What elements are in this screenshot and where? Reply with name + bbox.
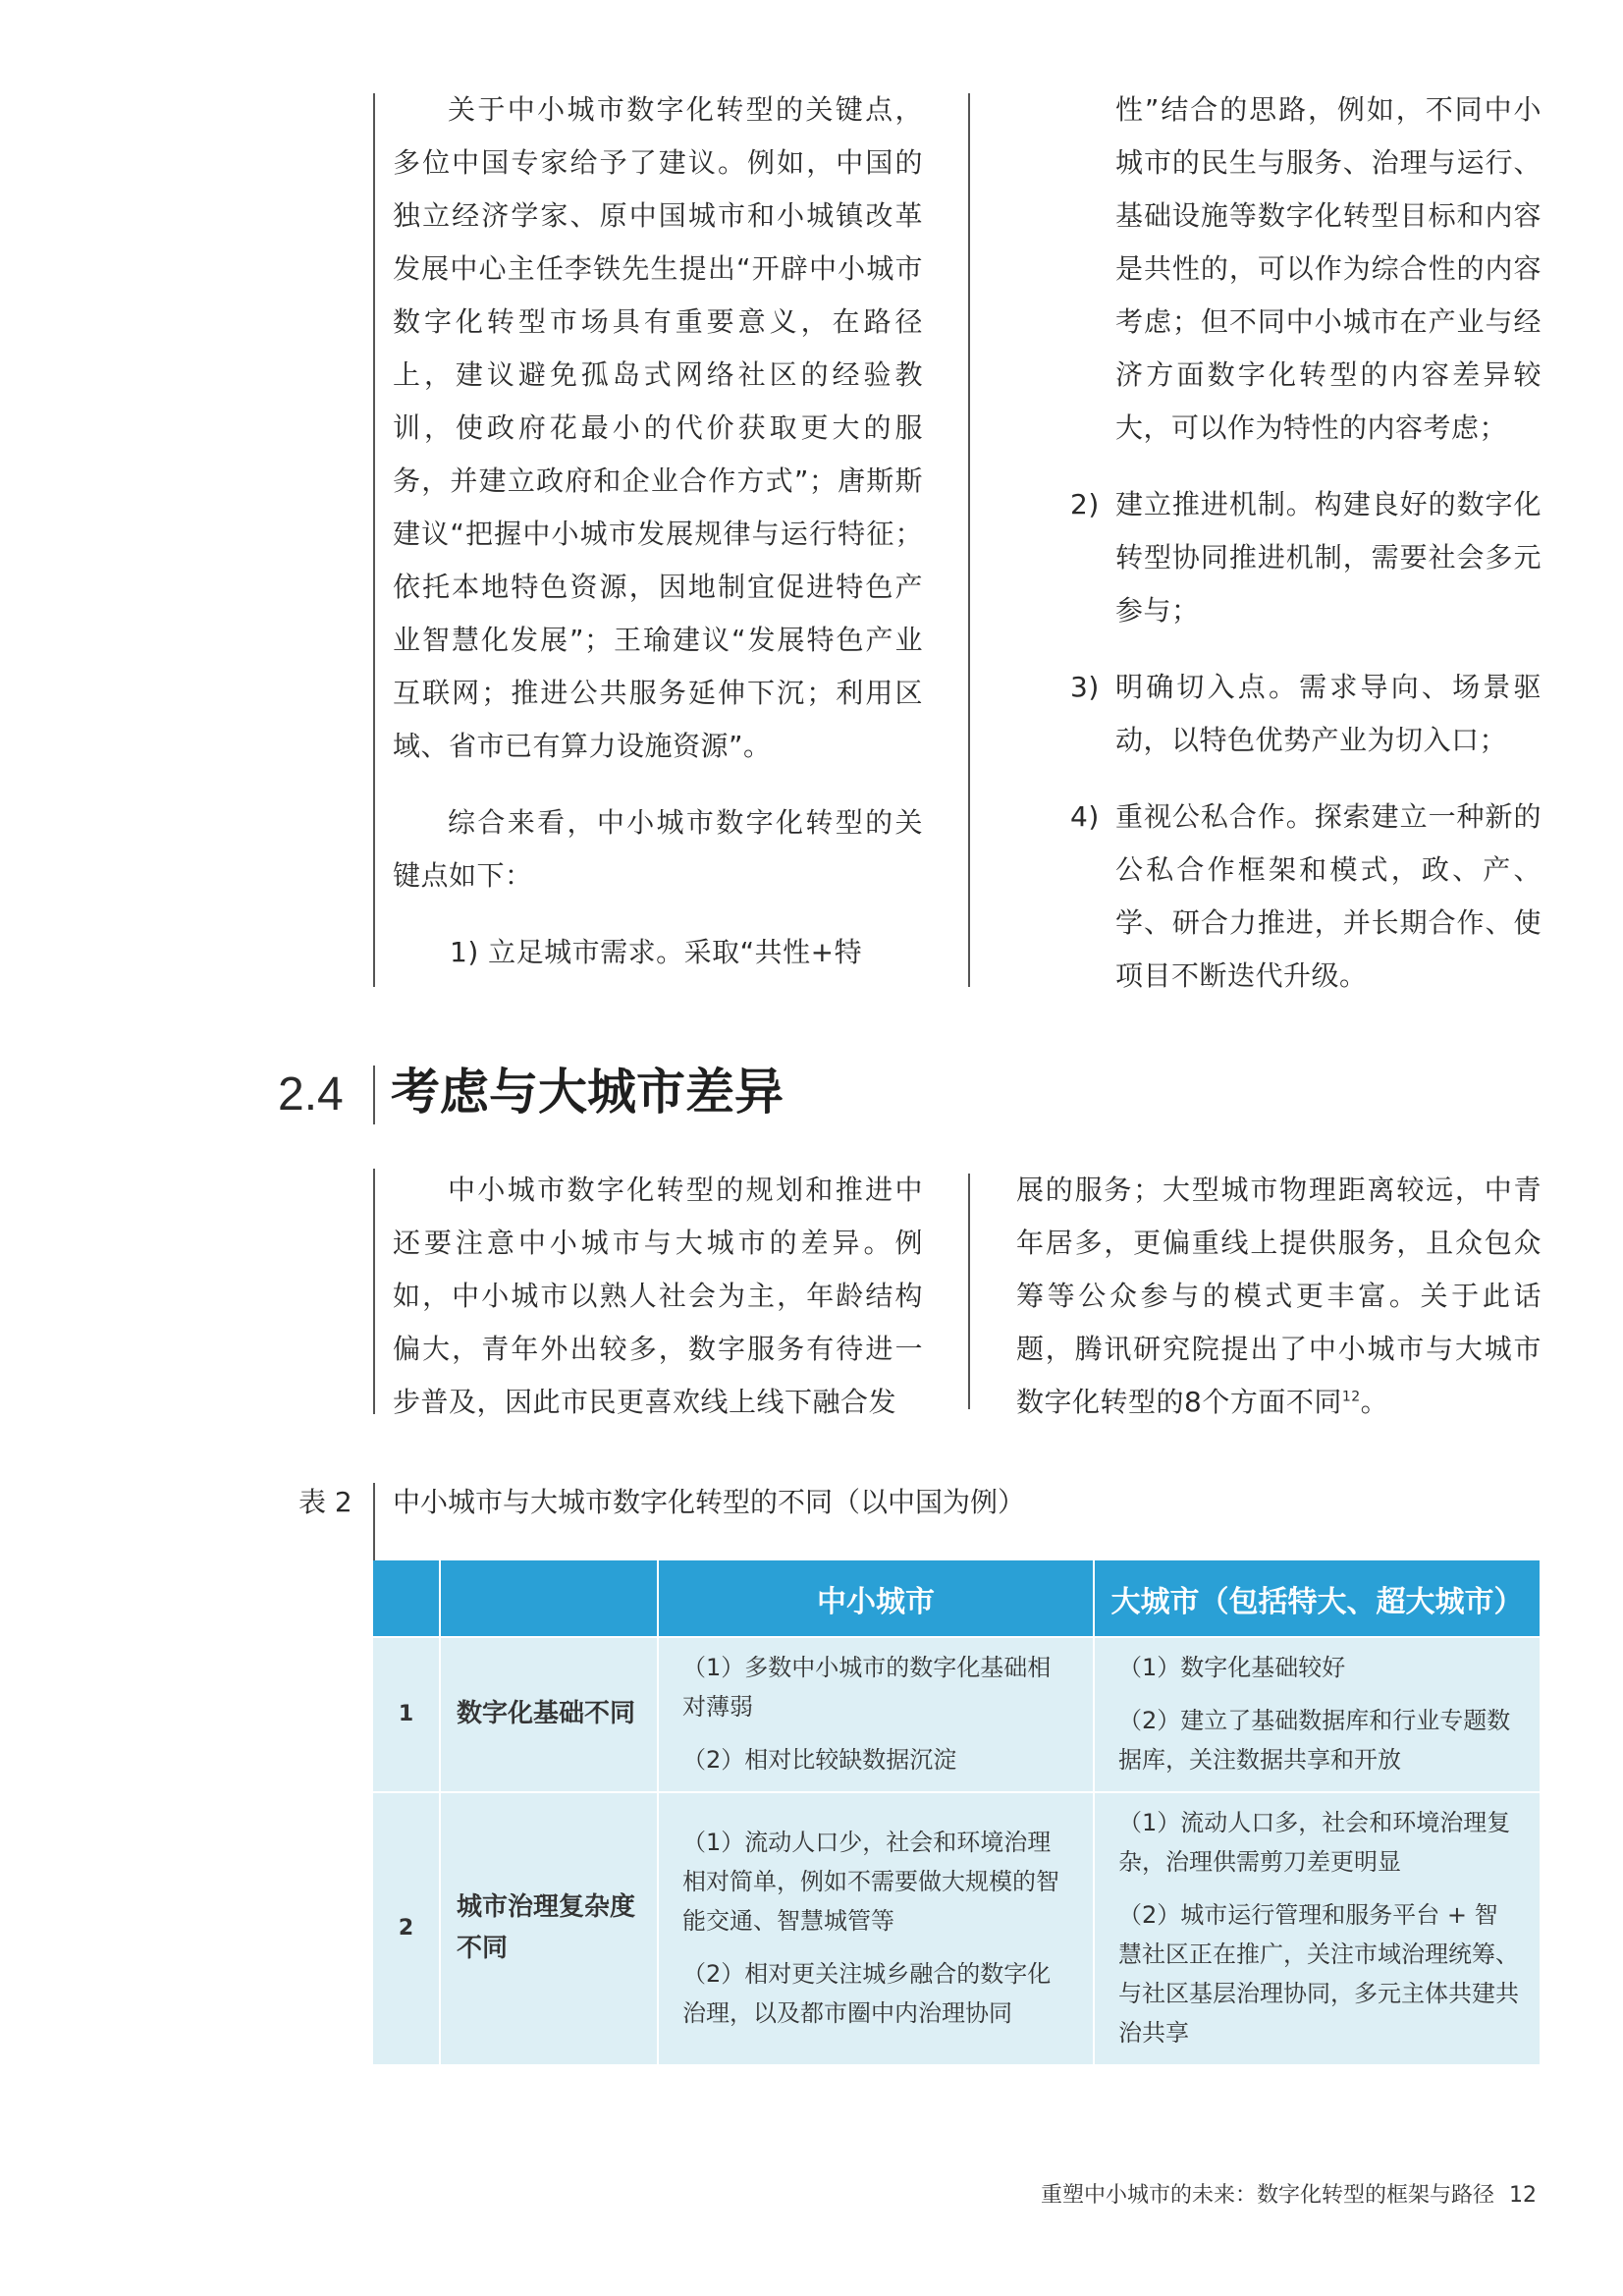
paragraph-end: 。 <box>1360 1386 1389 1418</box>
header-index <box>373 1560 440 1637</box>
cell-point: （1）流动人口多，社会和环境治理复杂，治理供需剪刀差更明显 <box>1118 1809 1511 1876</box>
row-index: 1 <box>373 1637 440 1792</box>
cell-point: （2）建立了基础数据库和行业专题数据库，关注数据共享和开放 <box>1118 1707 1511 1774</box>
table-row <box>373 1637 1540 1792</box>
list-item-2 <box>1070 478 1542 637</box>
page-number: 12 <box>1509 2183 1537 2208</box>
header-small-cities: 中小城市 <box>658 1560 1094 1637</box>
cell-point: （1）流动人口少，社会和环境治理相对简单，例如不需要做大规模的智能交通、智慧城管等 <box>682 1829 1059 1935</box>
list-text: 重视公私合作。探索建立一种新的公私合作框架和模式，政、产、学、研合力推进，并长期合作、使项目不断迭代升级。 <box>1115 800 1542 992</box>
body-paragraph: 中小城市数字化转型的规划和推进中还要注意中小城市与大城市的差异。例如，中小城市以熟人社会为主，年龄结构偏大，青年外出较多，数字服务有待进一步普及，因此市民更喜欢线上线下融合发 <box>393 1174 923 1418</box>
list-item-3 <box>1070 661 1542 767</box>
section-title-rule <box>373 1066 375 1124</box>
list-number: 1) <box>450 936 479 968</box>
list-item-1 <box>393 926 923 979</box>
top-left-column <box>393 83 923 979</box>
left-margin-rule-mid <box>373 1169 375 1414</box>
left-margin-rule-top <box>373 93 375 987</box>
footer-title: 重塑中小城市的未来：数字化转型的框架与路径 <box>1040 2183 1494 2208</box>
cell-point: （2）相对比较缺数据沉淀 <box>682 1746 957 1774</box>
list-number: 3) <box>1070 671 1100 703</box>
comparison-table <box>373 1560 1540 2064</box>
list-text: 明确切入点。需求导向、场景驱动，以特色优势产业为切入口； <box>1115 671 1542 756</box>
cell-small-cities <box>658 1792 1094 2064</box>
top-right-column <box>1070 83 1542 1003</box>
body-paragraph: 关于中小城市数字化转型的关键点，多位中国专家给予了建议。例如，中国的独立经济学家、原中国城市和小城镇改革发展中心主任李铁先生提出“开辟中小城市数字化转型市场具有重要意义，在路径上，建议避免孤岛式网络社区的经验教训，使政府花最小的代价获取更大的服务，并建立政府和企业合作方式”；唐斯斯建议“把握中小城市发展规律与运行特征；依托本地特色资源，因地制宜促进特色产业智慧化发展”；王瑜建议“发展特色产业互联网；推进公共服务延伸下沉；利用区域、省市已有算力设施资源”。 <box>393 93 923 762</box>
table-header-row <box>373 1560 1540 1637</box>
row-index: 2 <box>373 1792 440 2064</box>
cell-point: （2）城市运行管理和服务平台 + 智慧社区正在推广，关注市域治理统筹、与社区基层治理协同，多元主体共建共治共享 <box>1118 1901 1519 2047</box>
list-text: 建立推进机制。构建良好的数字化转型协同推进机制，需要社会多元参与； <box>1115 488 1542 627</box>
paragraph-text: 展的服务；大型城市物理距离较远，中青年居多，更偏重线上提供服务，且众包众筹等公众参与的模式更丰富。关于此话题，腾讯研究院提出了中小城市与大城市数字化转型的8个方面不同 <box>1016 1174 1542 1418</box>
cell-point: （1）多数中小城市的数字化基础相对薄弱 <box>682 1654 1052 1721</box>
row-category: 城市治理复杂度不同 <box>440 1792 658 2064</box>
cell-large-cities <box>1094 1792 1540 2064</box>
section-number: 2.4 <box>278 1068 344 1121</box>
body-paragraph <box>1016 1164 1542 1429</box>
list-number: 2) <box>1070 488 1100 520</box>
cell-small-cities <box>658 1637 1094 1792</box>
cell-point: （1）数字化基础较好 <box>1118 1654 1346 1681</box>
body-paragraph: 综合来看，中小城市数字化转型的关键点如下： <box>393 806 923 892</box>
list-text: 立足城市需求。采取“共性+特 <box>488 936 863 968</box>
list-number: 4) <box>1070 800 1100 833</box>
section-left-column <box>393 1164 923 1429</box>
table-caption: 中小城市与大城市数字化转型的不同（以中国为例） <box>393 1486 1026 1518</box>
table-label: 表 2 <box>298 1486 352 1518</box>
column-divider-mid <box>968 1174 970 1409</box>
footnote-ref[interactable]: 12 <box>1341 1389 1361 1405</box>
list-item-4 <box>1070 791 1542 1003</box>
page-footer <box>1041 2180 1537 2212</box>
header-large-cities: 大城市（包括特大、超大城市） <box>1094 1560 1540 1637</box>
section-title: 考虑与大城市差异 <box>391 1063 784 1121</box>
column-divider-top <box>968 93 970 987</box>
header-category <box>440 1560 658 1637</box>
cell-point: （2）相对更关注城乡融合的数字化治理，以及都市圈中内治理协同 <box>682 1960 1052 2027</box>
row-category: 数字化基础不同 <box>440 1637 658 1792</box>
table-row <box>373 1792 1540 2064</box>
section-right-column <box>1016 1164 1542 1429</box>
list-item-1-continued: 性”结合的思路，例如，不同中小城市的民生与服务、治理与运行、基础设施等数字化转型目标和内容是共性的，可以作为综合性的内容考虑；但不同中小城市在产业与经济方面数字化转型的内容差异较大，可以作为特性的内容考虑； <box>1115 93 1542 444</box>
cell-large-cities <box>1094 1637 1540 1792</box>
